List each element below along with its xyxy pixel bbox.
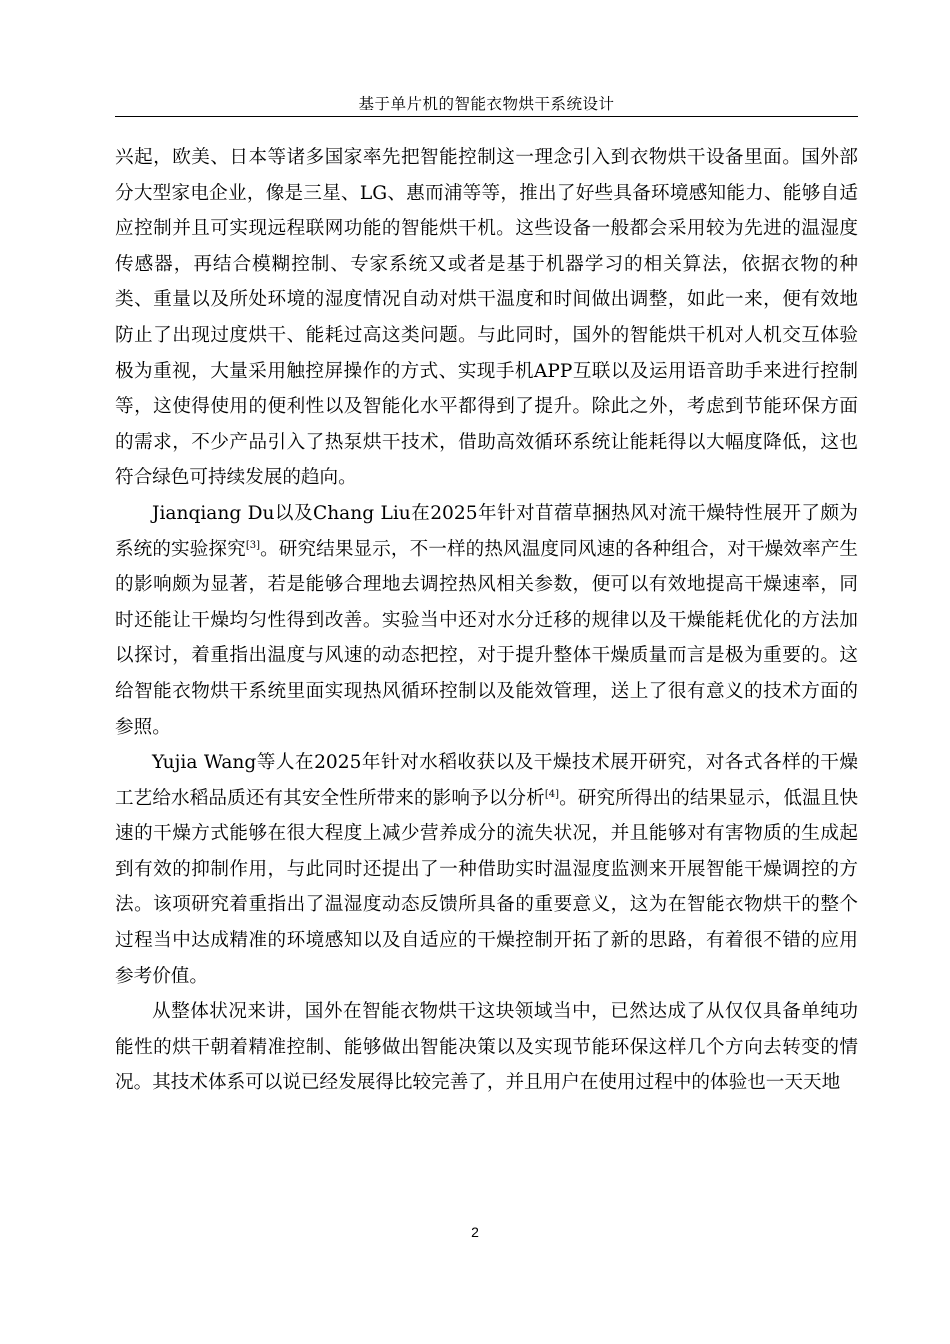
paragraph-text: 。研究结果显示，不一样的热风温度同风速的各种组合，对干燥效率产生的影响颇为显著，若是能够合理地去调控热风相关参数，便可以有效地提高干燥速率，同时还能让干燥均匀性得到改善。实验当中还对水分迁移的规律以及干燥能耗优化的方法加以探讨，着重指出温度与风速的动态把控，对于提升整体干燥质量而言是极为重要的。这给智能衣物烘干系统里面实现热风循环控制以及能效管理，送上了很有意义的技术方面的参照。 [115,538,858,738]
paragraph-wang [115,745,858,994]
paragraph-summary: 从整体状况来讲，国外在智能衣物烘干这块领域当中，已然达成了从仅仅具备单纯功能性的烘干朝着精准控制、能够做出智能决策以及实现节能环保这样几个方向去转变的情况。其技术体系可以说已经发展得比较完善了，并且用户在使用过程中的体验也一天天地 [115,1001,858,1094]
paragraph-text: Jianqiang Du以及Chang Liu在2025年针对苜蓿草捆热风对流干燥特性展开了颇为系统的实验探究 [115,502,858,560]
citation-ref: [4] [544,788,559,800]
paragraph-du-liu [115,496,858,745]
page-number: 2 [471,1224,479,1240]
paragraph-text: 。研究所得出的结果显示，低温且快速的干燥方式能够在很大程度上减少营养成分的流失状况，并且能够对有害物质的生成起到有效的抑制作用，与此同时还提出了一种借助实时温湿度监测来开展智能干燥调控的方法。该项研究着重指出了温湿度动态反馈所具备的重要意义，这为在智能衣物烘干的整个过程当中达成精准的环境感知以及自适应的干燥控制开拓了新的思路，有着很不错的应用参考价值。 [115,787,858,987]
body-text [115,140,858,1101]
running-header: 基于单片机的智能衣物烘干系统设计 [358,95,615,113]
header-divider [115,116,858,117]
citation-ref: [3] [245,539,260,551]
paragraph-text: Yujia Wang等人在2025年针对水稻收获以及干燥技术展开研究，对各式各样的干燥工艺给水稻品质还有其安全性所带来的影响予以分析 [115,752,858,809]
paragraph-continuation: 兴起，欧美、日本等诸多国家率先把智能控制这一理念引入到衣物烘干设备里面。国外部分大型家电企业，像是三星、LG、惠而浦等等，推出了好些具备环境感知能力、能够自适应控制并且可实现远程联网功能的智能烘干机。这些设备一般都会采用较为先进的温湿度传感器，再结合模糊控制、专家系统又或者是基于机器学习的相关算法，依据衣物的种类、重量以及所处环境的湿度情况自动对烘干温度和时间做出调整，如此一来，便有效地防止了出现过度烘干、能耗过高这类问题。与此同时，国外的智能烘干机对人机交互体验极为重视，大量采用触控屏操作的方式、实现手机APP互联以及运用语音助手来进行控制等，这使得使用的便利性以及智能化水平都得到了提升。除此之外，考虑到节能环保方面的需求，不少产品引入了热泵烘干技术，借助高效循环系统让能耗得以大幅度降低，这也符合绿色可持续发展的趋向。 [115,147,858,489]
